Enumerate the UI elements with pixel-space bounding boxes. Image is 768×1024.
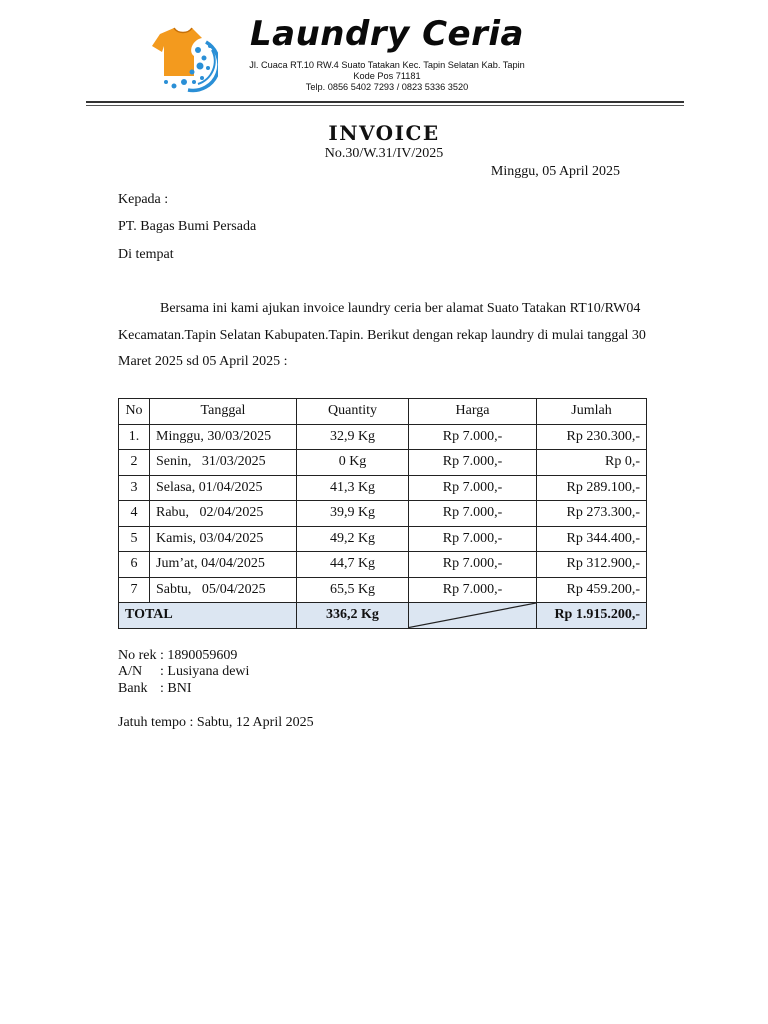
- address-line: Jl. Cuaca RT.10 RW.4 Suato Tatakan Kec. Tapin Selatan Kab. Tapin: [249, 60, 525, 70]
- total-jumlah: Rp 1.915.200,-: [537, 603, 647, 629]
- account-name-value: : Lusiyana dewi: [160, 664, 250, 679]
- cell-jumlah: Rp 312.900,-: [537, 552, 647, 578]
- header-no: No: [119, 399, 150, 425]
- cell-quantity: 44,7 Kg: [297, 552, 409, 578]
- total-quantity: 336,2 Kg: [297, 603, 409, 629]
- cell-tanggal: Sabtu, 05/04/2025: [150, 577, 297, 603]
- header-harga: Harga: [409, 399, 537, 425]
- cell-jumlah: Rp 459.200,-: [537, 577, 647, 603]
- intro-paragraph: [118, 296, 652, 376]
- invoice-number: No.30/W.31/IV/2025: [324, 146, 444, 161]
- bank-label: Bank: [118, 681, 148, 696]
- due-date: Jatuh tempo : Sabtu, 12 April 2025: [118, 715, 314, 730]
- cell-no: 4: [119, 501, 150, 527]
- cell-quantity: 41,3 Kg: [297, 475, 409, 501]
- cell-quantity: 65,5 Kg: [297, 577, 409, 603]
- header-quantity: Quantity: [297, 399, 409, 425]
- header-divider: [86, 101, 684, 103]
- cell-no: 3: [119, 475, 150, 501]
- table-row: [119, 577, 647, 603]
- cell-tanggal: Minggu, 30/03/2025: [150, 424, 297, 450]
- cell-jumlah: Rp 344.400,-: [537, 526, 647, 552]
- table-row: [119, 450, 647, 476]
- total-label: TOTAL: [119, 603, 297, 629]
- postal-code: Kode Pos 71181: [353, 71, 421, 81]
- cell-jumlah: Rp 0,-: [537, 450, 647, 476]
- cell-tanggal: Kamis, 03/04/2025: [150, 526, 297, 552]
- cell-harga: Rp 7.000,-: [409, 526, 537, 552]
- account-name-label: A/N: [118, 664, 143, 679]
- table-row: [119, 424, 647, 450]
- intro-line-3: Maret 2025 sd 05 April 2025 :: [118, 354, 288, 369]
- account-name-line: [118, 664, 249, 680]
- table-row: [119, 475, 647, 501]
- recipient-label: Kepada :: [118, 192, 169, 207]
- account-number-value: : 1890059609: [160, 648, 238, 663]
- cell-tanggal: Selasa, 01/04/2025: [150, 475, 297, 501]
- cell-tanggal: Rabu, 02/04/2025: [150, 501, 297, 527]
- cell-no: 2: [119, 450, 150, 476]
- intro-line-2: Kecamatan.Tapin Selatan Kabupaten.Tapin. Berikut dengan rekap laundry di mulai tanggal 30: [118, 327, 646, 343]
- cell-jumlah: Rp 230.300,-: [537, 424, 647, 450]
- diagonal-line-icon: [409, 603, 536, 628]
- phone-number: Telp. 0856 5402 7293 / 0823 5336 3520: [305, 82, 469, 92]
- cell-tanggal: Jum’at, 04/04/2025: [150, 552, 297, 578]
- header-jumlah: Jumlah: [537, 399, 647, 425]
- cell-no: 7: [119, 577, 150, 603]
- table-header-row: [119, 399, 647, 425]
- cell-no: 1.: [119, 424, 150, 450]
- account-number-line: [118, 648, 237, 664]
- cell-harga: Rp 7.000,-: [409, 552, 537, 578]
- table-row: [119, 501, 647, 527]
- cell-harga: Rp 7.000,-: [409, 475, 537, 501]
- invoice-title: INVOICE: [328, 121, 440, 145]
- cell-quantity: 32,9 Kg: [297, 424, 409, 450]
- laundry-shirt-bubbles-icon: [148, 20, 218, 96]
- table-row: [119, 526, 647, 552]
- cell-no: 6: [119, 552, 150, 578]
- invoice-date: Minggu, 05 April 2025: [490, 164, 620, 179]
- account-number-label: No rek: [118, 648, 157, 663]
- cell-no: 5: [119, 526, 150, 552]
- cell-quantity: 0 Kg: [297, 450, 409, 476]
- bank-value: : BNI: [160, 681, 192, 696]
- bank-line: [118, 681, 192, 697]
- cell-harga: Rp 7.000,-: [409, 450, 537, 476]
- diagonal-strike-cell: [409, 603, 537, 629]
- cell-harga: Rp 7.000,-: [409, 501, 537, 527]
- total-row: [119, 603, 647, 629]
- recipient-name: PT. Bagas Bumi Persada: [118, 219, 257, 234]
- table-row: [119, 552, 647, 578]
- laundry-recap-table: [118, 398, 647, 629]
- cell-quantity: 49,2 Kg: [297, 526, 409, 552]
- header-tanggal: Tanggal: [150, 399, 297, 425]
- cell-harga: Rp 7.000,-: [409, 577, 537, 603]
- cell-harga: Rp 7.000,-: [409, 424, 537, 450]
- cell-jumlah: Rp 289.100,-: [537, 475, 647, 501]
- cell-quantity: 39,9 Kg: [297, 501, 409, 527]
- brand-name: Laundry Ceria: [249, 14, 524, 54]
- intro-line-1: Bersama ini kami ajukan invoice laundry ceria ber alamat Suato Tatakan RT10/RW04: [160, 301, 641, 316]
- header-divider-thin: [86, 105, 684, 106]
- cell-jumlah: Rp 273.300,-: [537, 501, 647, 527]
- recipient-place: Di tempat: [118, 247, 174, 262]
- cell-tanggal: Senin, 31/03/2025: [150, 450, 297, 476]
